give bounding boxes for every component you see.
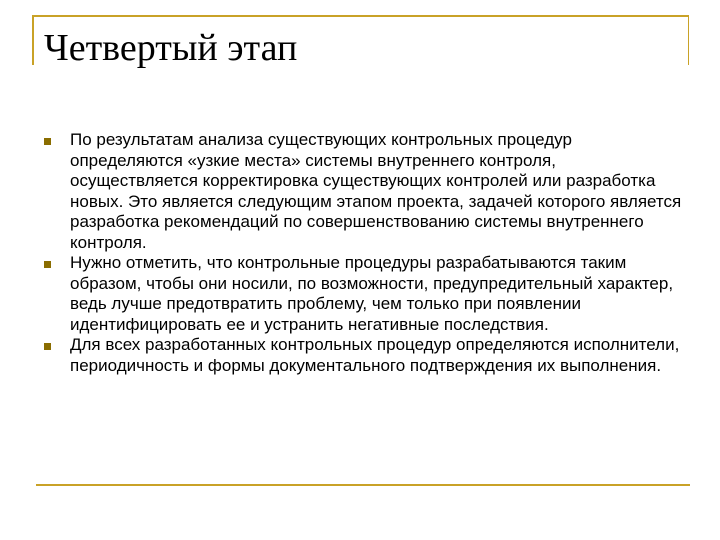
square-bullet-icon [44,261,51,268]
title-frame-top-line [32,15,689,17]
square-bullet-icon [44,138,51,145]
bullet-text: По результатам анализа существующих контрольных процедур определяются «узкие места» системы внутреннего контроля, осуществляется корректировка существующих контролей или разработка новых. Это является следующим этапом проекта, задачей которого является разработка рекомендаций по совершенствованию системы внутреннего контроля. [70,130,682,252]
bottom-divider-line [36,484,690,486]
title-frame-right-line [688,15,689,65]
bullet-item [44,253,684,335]
bullet-list [44,130,684,376]
bullet-text: Нужно отметить, что контрольные процедуры разрабатываются таким образом, чтобы они носили, по возможности, предупредительный характер, ведь лучше предотвратить проблему, чем только при появлении идентифицировать ее и устранить негативные последствия. [70,253,674,334]
bullet-text: Для всех разработанных контрольных процедур определяются исполнители, периодичность и формы документального подтверждения их выполнения. [70,335,680,375]
bullet-item [44,130,684,253]
square-bullet-icon [44,343,51,350]
title-frame-left-line [32,15,34,65]
bullet-item [44,335,684,376]
slide-title: Четвертый этап [44,27,298,69]
